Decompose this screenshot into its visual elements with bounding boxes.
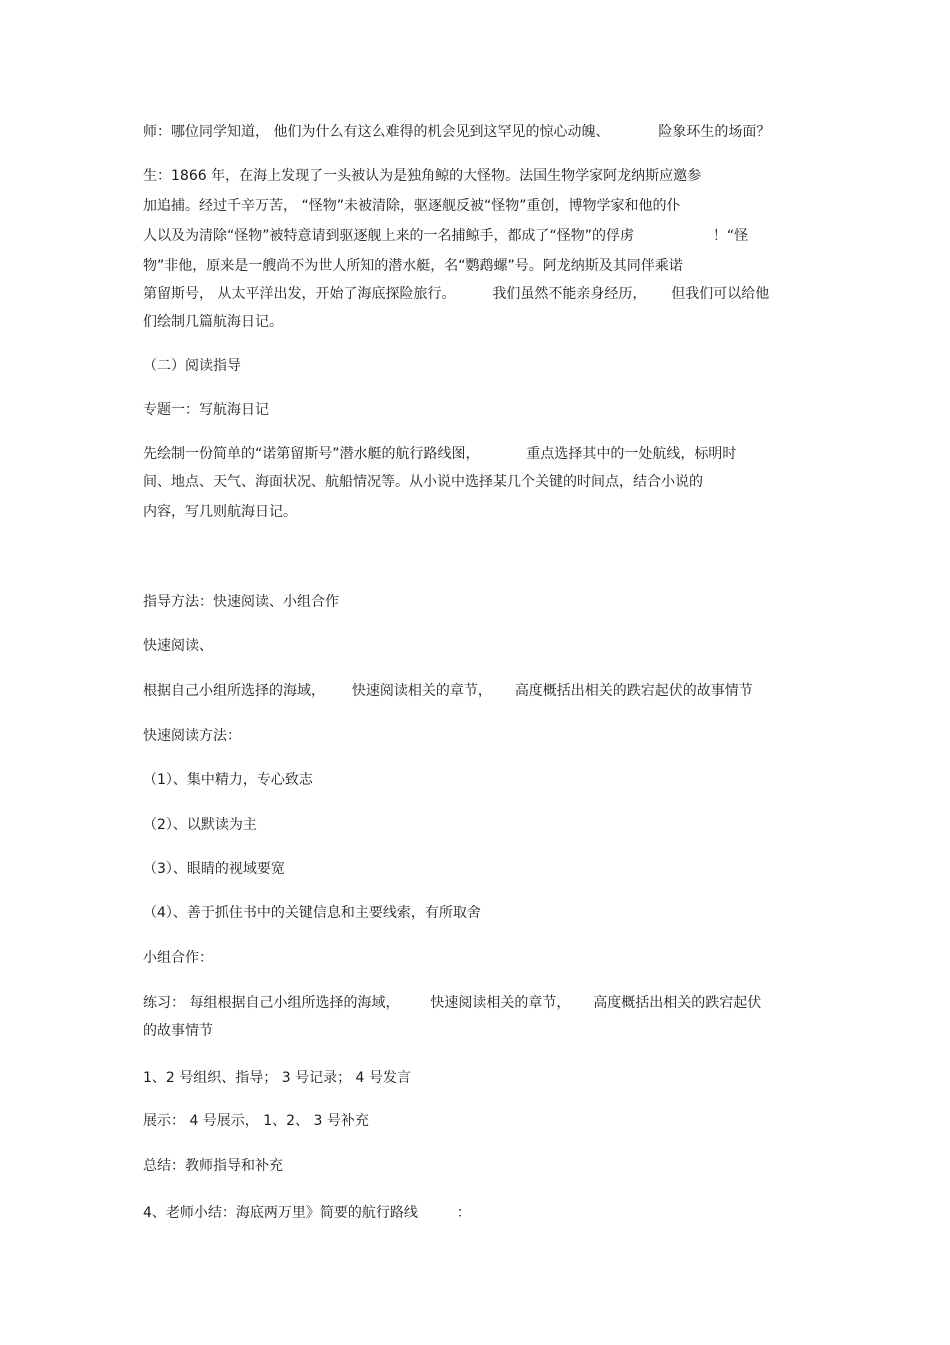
- text-segment: ：: [456, 1205, 471, 1221]
- text-segment: 高度概括出相关的跌宕起伏: [593, 995, 762, 1011]
- paragraph-teacher-question: [143, 122, 770, 142]
- paragraph-student-answer-line-5: [143, 284, 769, 304]
- text-segment: 1、2 号组织、指导； 3 号记录； 4 号发言: [143, 1070, 411, 1086]
- text-segment: （3）、眼睛的视域要宽: [143, 861, 285, 877]
- text-segment: 先绘制一份简单的“诺第留斯号”潜水艇的航行路线图，: [143, 446, 480, 462]
- method-item-1: [143, 770, 313, 790]
- text-segment: （1）、集中精力，专心致志: [143, 772, 313, 788]
- text-segment: 快速阅读、: [143, 638, 213, 654]
- paragraph-task-line-1: [143, 444, 736, 464]
- role-assignment: [143, 1068, 411, 1088]
- text-segment: 快速阅读相关的章节，: [430, 995, 571, 1011]
- paragraph-student-answer-line-3: [143, 226, 748, 246]
- text-segment: 专题一：写航海日记: [143, 402, 269, 418]
- paragraph-task-line-2: [143, 472, 703, 492]
- fast-reading-instruction: [143, 681, 753, 701]
- text-segment: 练习： 每组根据自己小组所选择的海域，: [143, 995, 400, 1011]
- text-segment: 险象环生的场面？: [658, 124, 771, 140]
- topic-heading-sea-diary: [143, 400, 269, 420]
- presentation-line: [143, 1111, 369, 1131]
- text-segment: 4、老师小结：海底两万里》简要的航行路线: [143, 1205, 418, 1221]
- text-segment: 重点选择其中的一处航线，标明时: [526, 446, 737, 462]
- text-segment: （4）、善于抓住书中的关键信息和主要线索，有所取舍: [143, 905, 481, 921]
- text-segment: 人以及为清除“怪物”被特意请到驱逐舰上来的一名捕鲸手，都成了“怪物”的俘虏: [143, 228, 635, 244]
- text-segment: 我们虽然不能亲身经历，: [492, 286, 647, 302]
- text-segment: 根据自己小组所选择的海域，: [143, 683, 325, 699]
- text-segment: 物”非他，原来是一艘尚不为世人所知的潜水艇，名“鹦鹉螺”号。阿龙纳斯及其同伴乘诺: [143, 258, 683, 274]
- text-segment: 快速阅读方法：: [143, 728, 241, 744]
- text-segment: 间、地点、天气、海面状况、航船情况等。从小说中选择某几个关键的时间点，结合小说的: [143, 474, 703, 490]
- summary-line: [143, 1156, 283, 1176]
- text-segment: ！“怪: [712, 228, 749, 244]
- text-segment: 的故事情节: [143, 1023, 213, 1039]
- text-segment: 加追捕。经过千辛万苦， “怪物”未被清除，驱逐舰反被“怪物”重创，博物学家和他的仆: [143, 198, 681, 214]
- text-segment: 总结：教师指导和补充: [143, 1158, 283, 1174]
- text-segment: 展示： 4 号展示， 1、2、 3 号补充: [143, 1113, 369, 1129]
- section-heading-reading-guide: [143, 356, 241, 376]
- paragraph-student-answer-line-6: [143, 312, 283, 332]
- text-segment: 指导方法：快速阅读、小组合作: [143, 594, 339, 610]
- text-segment: 内容，写几则航海日记。: [143, 504, 297, 520]
- fast-reading-methods-heading: [143, 726, 241, 746]
- text-segment: 们绘制几篇航海日记。: [143, 314, 283, 330]
- text-segment: 生：1866 年，在海上发现了一头被认为是独角鲸的大怪物。法国生物学家阿龙纳斯应邀参: [143, 168, 702, 184]
- text-segment: （二）阅读指导: [143, 358, 241, 374]
- text-segment: 快速阅读相关的章节，: [351, 683, 492, 699]
- text-segment: 第留斯号， 从太平洋出发，开始了海底探险旅行。: [143, 286, 456, 302]
- exercise-line-1: [143, 993, 761, 1013]
- method-item-4: [143, 903, 481, 923]
- group-work-heading: [143, 948, 213, 968]
- text-segment: 师：哪位同学知道， 他们为什么有这么难得的机会见到这罕见的惊心动魄、: [143, 124, 610, 140]
- text-segment: 高度概括出相关的跌宕起伏的故事情节: [514, 683, 753, 699]
- text-segment: 但我们可以给他: [671, 286, 770, 302]
- teacher-conclusion: [143, 1203, 471, 1223]
- fast-reading-heading: [143, 636, 213, 656]
- exercise-line-2: [143, 1021, 213, 1041]
- guide-method: [143, 592, 339, 612]
- method-item-3: [143, 859, 285, 879]
- paragraph-task-line-3: [143, 502, 297, 522]
- paragraph-student-answer-line-1: [143, 166, 701, 186]
- paragraph-student-answer-line-4: [143, 256, 683, 276]
- text-segment: 小组合作：: [143, 950, 213, 966]
- paragraph-student-answer-line-2: [143, 196, 680, 216]
- text-segment: （2）、以默读为主: [143, 817, 257, 833]
- method-item-2: [143, 815, 257, 835]
